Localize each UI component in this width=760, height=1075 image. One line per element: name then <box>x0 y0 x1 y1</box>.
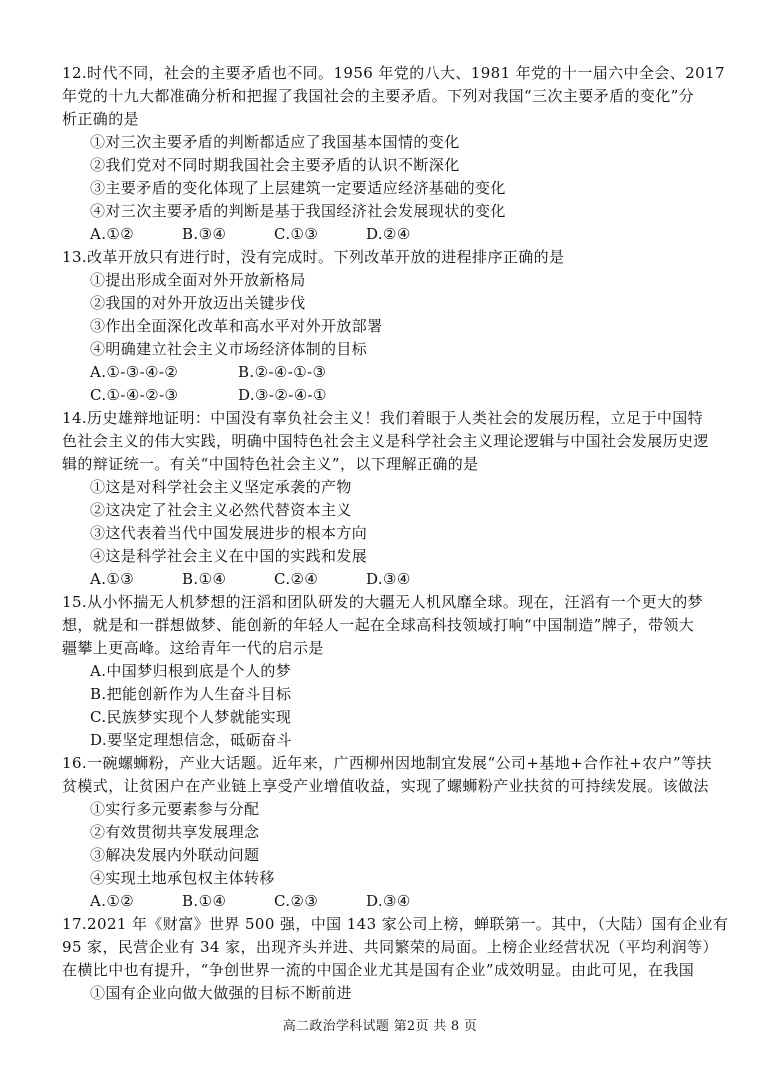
choice-a: A.①③ <box>90 570 135 588</box>
question-stem-line: 辑的辩证统一。有关“中国特色社会主义”，以下理解正确的是 <box>62 455 479 473</box>
question-stem-line: 析正确的是 <box>62 110 140 128</box>
question-stem-line: 在横比中也有提升，“争创世界一流的中国企业尤其是国有企业”成效明显。由此可见，在我国 <box>62 961 695 979</box>
answer-choices <box>0 223 760 246</box>
choice-a: A.①② <box>90 225 135 243</box>
statement-option: ④明确建立社会主义市场经济体制的目标 <box>90 340 368 358</box>
choice-c: C.①-④-②-③ <box>90 386 179 404</box>
question-stem-line: 年党的十九大都准确分析和把握了我国社会的主要矛盾。下列对我国“三次主要矛盾的变化”分 <box>62 87 695 105</box>
answer-choices <box>0 384 760 407</box>
answer-choices <box>0 890 760 913</box>
question-13 <box>0 246 760 407</box>
answer-choices <box>0 361 760 384</box>
choice-a: A.①-③-④-② <box>90 363 179 381</box>
choice-b: B.①④ <box>182 570 227 588</box>
statement-option: ③解决发展内外联动问题 <box>90 846 260 864</box>
question-stem-line: 13.改革开放只有进行时，没有完成时。下列改革开放的进程排序正确的是 <box>62 248 565 266</box>
choice-a: A.中国梦归根到底是个人的梦 <box>90 662 292 680</box>
question-stem-line: 14.历史雄辩地证明：中国没有辜负社会主义！我们着眼于人类社会的发展历程，立足于中国特 <box>62 409 704 427</box>
statement-option: ①实行多元要素参与分配 <box>90 800 260 818</box>
choice-d: D.③④ <box>366 570 411 588</box>
statement-option: ④这是科学社会主义在中国的实践和发展 <box>90 547 368 565</box>
question-stem-line: 色社会主义的伟大实践，明确中国特色社会主义是科学社会主义理论逻辑与中国社会发展历史逻 <box>62 432 709 450</box>
question-15 <box>0 591 760 752</box>
question-stem-line: 95 家，民营企业有 34 家，出现齐头并进、共同繁荣的局面。上榜企业经营状况（平均利润等） <box>62 938 718 956</box>
choice-c: C.②④ <box>274 570 319 588</box>
question-17 <box>0 913 760 1005</box>
choice-d: D.②④ <box>366 225 411 243</box>
choice-c: C.①③ <box>274 225 319 243</box>
statement-option: ③作出全面深化改革和高水平对外开放部署 <box>90 317 383 335</box>
choice-a: A.①② <box>90 892 135 910</box>
choice-b: B.把能创新作为人生奋斗目标 <box>90 685 292 703</box>
choice-d: D.③-②-④-① <box>238 386 327 404</box>
page-footer: 高二政治学科试题 第2页 共 8 页 <box>282 1019 478 1034</box>
statement-option: ②我们党对不同时期我国社会主要矛盾的认识不断深化 <box>90 156 460 174</box>
statement-option: ④对三次主要矛盾的判断是基于我国经济社会发展现状的变化 <box>90 202 506 220</box>
statement-option: ①提出形成全面对外开放新格局 <box>90 271 306 289</box>
choice-d: D.③④ <box>366 892 411 910</box>
choice-c: C.民族梦实现个人梦就能实现 <box>90 708 292 726</box>
statement-option: ②有效贯彻共享发展理念 <box>90 823 260 841</box>
choice-b: B.①④ <box>182 892 227 910</box>
statement-option: ①这是对科学社会主义坚定承袭的产物 <box>90 478 352 496</box>
choice-d: D.要坚定理想信念，砥砺奋斗 <box>90 731 292 749</box>
question-stem-line: 疆攀上更高峰。这给青年一代的启示是 <box>62 639 324 657</box>
question-14 <box>0 407 760 591</box>
question-stem-line: 想，就是和一群想做梦、能创新的年轻人一起在全球高科技领域打响“中国制造”牌子，带领大 <box>62 616 695 634</box>
statement-option: ②这决定了社会主义必然代替资本主义 <box>90 501 352 519</box>
choice-c: C.②③ <box>274 892 319 910</box>
statement-option: ③主要矛盾的变化体现了上层建筑一定要适应经济基础的变化 <box>90 179 506 197</box>
question-stem-line: 16.一碗螺蛳粉，产业大话题。近年来，广西柳州因地制宜发展“公司+基地+合作社+农户”等扶 <box>62 754 712 772</box>
question-stem-line: 12.时代不同，社会的主要矛盾也不同。1956 年党的八大、1981 年党的十一届六中全会、2017 <box>62 64 725 82</box>
statement-option: ④实现土地承包权主体转移 <box>90 869 275 887</box>
question-stem-line: 贫模式，让贫困户在产业链上享受产业增值收益，实现了螺蛳粉产业扶贫的可持续发展。该做法 <box>62 777 709 795</box>
statement-option: ③这代表着当代中国发展进步的根本方向 <box>90 524 368 542</box>
statement-option: ①对三次主要矛盾的判断都适应了我国基本国情的变化 <box>90 133 460 151</box>
question-16 <box>0 752 760 913</box>
question-stem-line: 15.从小怀揣无人机梦想的汪滔和团队研发的大疆无人机风靡全球。现在，汪滔有一个更大的梦 <box>62 593 704 611</box>
statement-option: ②我国的对外开放迈出关键步伐 <box>90 294 306 312</box>
questions <box>0 62 760 1005</box>
statement-option: ①国有企业向做大做强的目标不断前进 <box>90 984 352 1002</box>
question-stem-line: 17.2021 年《财富》世界 500 强，中国 143 家公司上榜，蝉联第一。其中，（大陆）国有企业有 <box>62 915 729 933</box>
answer-choices <box>0 568 760 591</box>
choice-b: B.③④ <box>182 225 227 243</box>
choice-b: B.②-④-①-③ <box>238 363 327 381</box>
question-12 <box>0 62 760 246</box>
